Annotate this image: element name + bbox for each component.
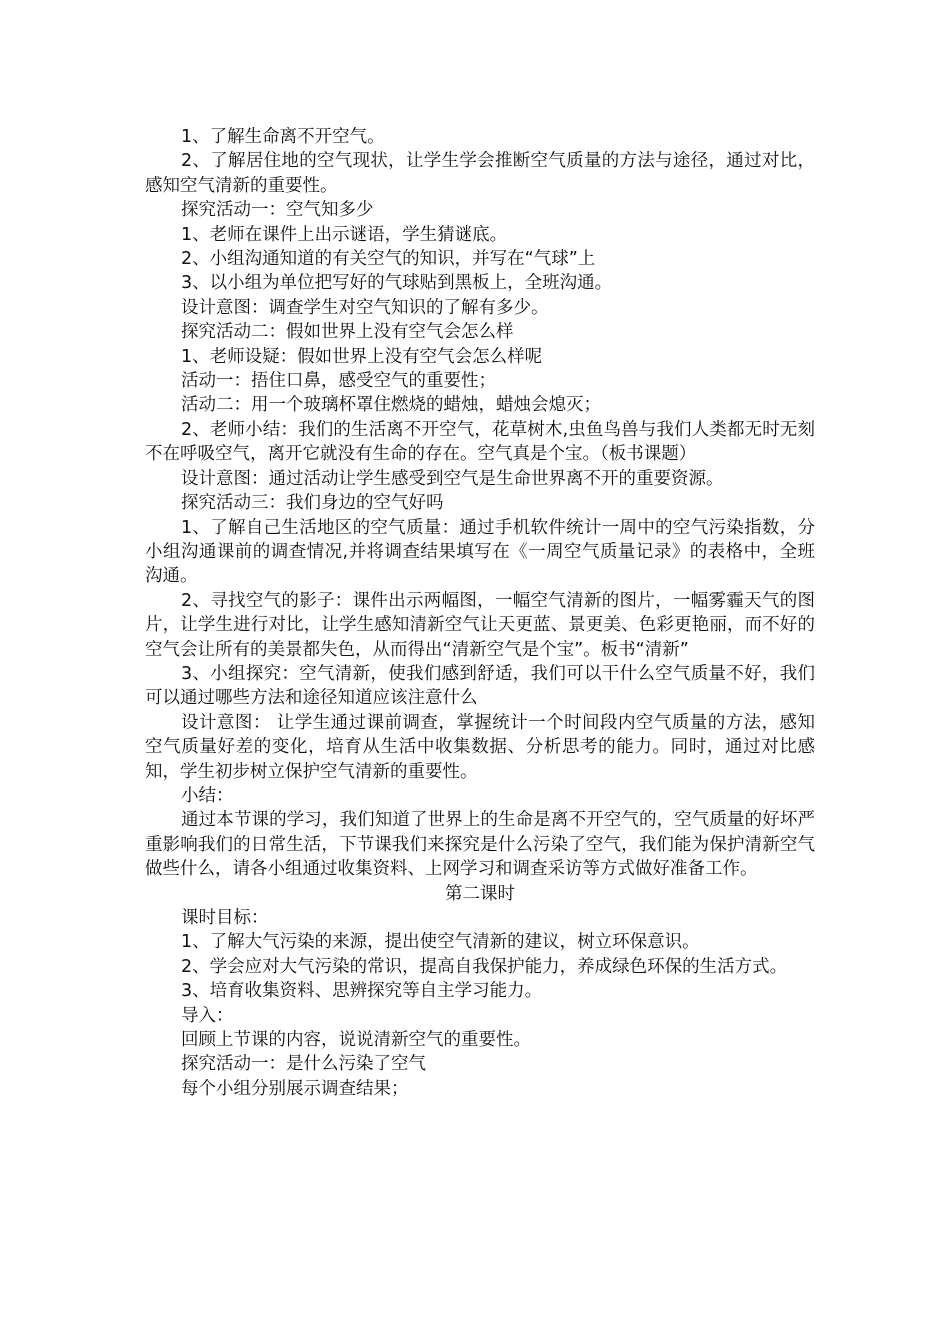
paragraph: 1、了解大气污染的来源，提出使空气清新的建议，树立环保意识。 — [181, 932, 700, 953]
section-heading: 探究活动一：是什么污染了空气 — [181, 1054, 426, 1075]
paragraph: 小结： — [181, 785, 234, 806]
paragraph: 1、了解生命离不开空气。 — [181, 127, 385, 147]
section-heading: 探究活动一：空气知多少 — [181, 200, 374, 221]
paragraph: 1、老师在课件上出示谜语，学生猜谜底。 — [181, 224, 508, 245]
paragraph: 活动二：用一个玻璃杯罩住燃烧的蜡烛，蜡烛会熄灭； — [181, 395, 601, 416]
paragraph: 设计意图：调查学生对空气知识的了解有多少。 — [181, 297, 549, 318]
paragraph: 2、学会应对大气污染的常识，提高自我保护能力，养成绿色环保的生活方式。 — [181, 956, 788, 977]
paragraph: 1、了解自己生活地区的空气质量：通过手机软件统计一周中的空气污染指数，分小组沟通课前的调查情况,并将调查结果填写在《一周空气质量记录》的表格中，全班沟通。 — [145, 517, 815, 587]
paragraph: 回顾上节课的内容，说说清新空气的重要性。 — [181, 1030, 531, 1051]
paragraph: 3、小组探究：空气清新，使我们感到舒适，我们可以干什么空气质量不好，我们可以通过哪些方法和途径知道应该注意什么 — [145, 663, 815, 709]
paragraph: 2、小组沟通知道的有关空气的知识，并写在“气球”上 — [181, 249, 596, 270]
paragraph: 设计意图：通过活动让学生感受到空气是生命世界离不开的重要资源。 — [181, 468, 724, 489]
paragraph: 1、老师设疑：假如世界上没有空气会怎么样呢 — [181, 346, 543, 367]
paragraph: 设计意图： 让学生通过课前调查，掌握统计一个时间段内空气质量的方法，感知空气质量好差的变化，培育从生活中收集数据、分析思考的能力。同时，通过对比感知，学生初步树立保护空气清新的重要性。 — [145, 712, 815, 782]
paragraph: 活动一：捂住口鼻，感受空气的重要性； — [181, 371, 496, 392]
document-page — [145, 125, 815, 1101]
paragraph: 导入： — [181, 1005, 234, 1026]
paragraph: 通过本节课的学习，我们知道了世界上的生命是离不开空气的，空气质量的好坏严重影响我们的日常生活，下节课我们来探究是什么污染了空气，我们能为保护清新空气做些什么，请各小组通过收集资料、上网学习和调查采访等方式做好准备工作。 — [145, 810, 815, 880]
lesson-title: 第二课时 — [445, 883, 515, 904]
paragraph: 每个小组分别展示调查结果； — [181, 1078, 409, 1099]
section-heading: 探究活动二：假如世界上没有空气会怎么样 — [181, 322, 514, 343]
paragraph: 2、了解居住地的空气现状，让学生学会推断空气质量的方法与途径，通过对比，感知空气清新的重要性。 — [145, 151, 815, 196]
paragraph: 2、寻找空气的影子：课件出示两幅图，一幅空气清新的图片，一幅雾霾天气的图片，让学生进行对比，让学生感知清新空气让天更蓝、景更美、色彩更艳丽，而不好的空气会让所有的美景都失色，从而得出“清新空气是个宝”。板书“清新” — [145, 590, 815, 660]
paragraph: 3、以小组为单位把写好的气球贴到黑板上，全班沟通。 — [181, 273, 613, 294]
paragraph: 课时目标： — [181, 908, 269, 928]
paragraph: 3、培育收集资料、思辨探究等自主学习能力。 — [181, 981, 543, 1002]
section-heading: 探究活动三：我们身边的空气好吗 — [181, 493, 444, 514]
paragraph: 2、老师小结：我们的生活离不开空气，花草树木,虫鱼鸟兽与我们人类都无时无刻不在呼吸空气，离开它就没有生命的存在。空气真是个宝。（板书课题） — [145, 419, 815, 465]
